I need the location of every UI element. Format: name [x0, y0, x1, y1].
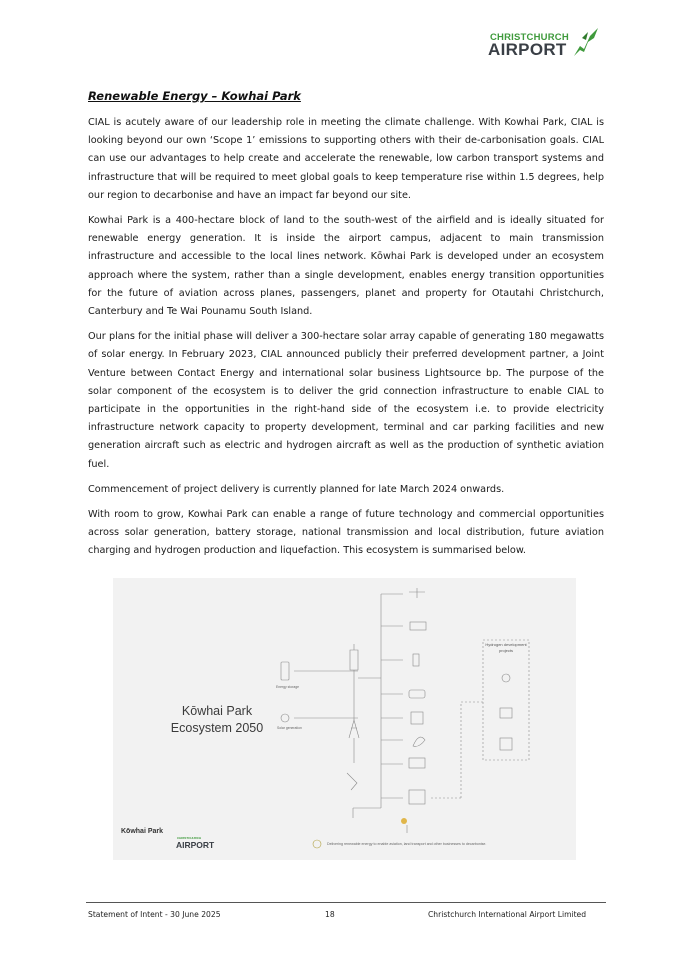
footer-left: Statement of Intent - 30 June 2025	[88, 910, 221, 919]
hydrogen-box	[483, 640, 529, 760]
paragraph: Our plans for the initial phase will deliver a 300-hectare solar array capable of generating 180 megawatts of solar energy. In February 2023, CIAL announced publicly their preferred development partner, a Joint Venture between Contact Energy and international solar business Lightsource bp. The purpose of the solar component of the ecosystem is to deliver the grid connection infrastructure to enable CIAL to participate in the opportunities in the right-hand side of the ecosystem i.e. to provide electricity infrastructure network capacity to property development, terminal and car parking facilities and new generation aircraft such as electric and hydrogen aircraft as well as the production of synthetic aviation fuel.	[88, 331, 604, 470]
battery-icon	[281, 662, 289, 680]
terminal-icon	[410, 622, 426, 630]
figure-tagline: Delivering renewable energy to enable aviation, land transport and other businesses to decarbonise.	[327, 842, 487, 846]
vehicle-icon	[409, 690, 425, 698]
bird-icon	[568, 26, 600, 58]
label-solar: Solar generation	[277, 726, 302, 730]
paragraph: Commencement of project delivery is currently planned for late March 2024 onwards.	[88, 483, 505, 495]
paragraph: CIAL is acutely aware of our leadership role in meeting the climate challenge. With Kowhai Park, CIAL is looking beyond our own ‘Scope 1’ emissions to supporting others with their de-carbonisation goals. CIAL can use our advantages to help create and accelerate the renewable, low carbon transport systems and infrastructure that will be required to meet global goals to keep temperature rise within 1.5 degrees, help our region to decarbonise and have an impact far beyond our site.	[88, 117, 604, 201]
paragraph: Kowhai Park is a 400-hectare block of land to the south-west of the airfield and is ideally situated for renewable energy generation. It is inside the airport campus, adjacent to main transmission infrastructure and accessible to the local lines network. Kōwhai Park is developed under an ecosystem approach where the system, rather than a single development, enables energy transition opportunities for the future of aviation across planes, passengers, planet and property for Otautahi Christchurch, Canterbury and Te Wai Pounamu South Island.	[88, 215, 604, 318]
info-icon	[313, 840, 321, 848]
pylon-icon	[349, 720, 359, 738]
footer-divider	[86, 902, 606, 903]
logo-line1: CHRISTCHURCH	[490, 32, 569, 43]
hydrogen-label: Hydrogen development projects	[485, 642, 527, 653]
ecosystem-diagram	[113, 578, 576, 860]
page-number: 18	[325, 910, 335, 919]
h2-tank-icon	[500, 708, 512, 718]
figure-title-line1: Kōwhai Park	[181, 704, 253, 718]
fuel-drop-icon	[401, 818, 407, 824]
h2-drop-icon	[502, 674, 510, 682]
christchurch-airport-logo	[488, 26, 600, 60]
footer-right: Christchurch International Airport Limited	[428, 910, 587, 919]
ecosystem-figure	[113, 578, 576, 860]
factory-icon	[409, 758, 425, 768]
sun-icon	[281, 714, 289, 722]
label-energy-storage: Energy storage	[276, 685, 299, 689]
aircraft-icon	[409, 588, 425, 598]
storage-icon	[409, 790, 425, 804]
paragraph: With room to grow, Kowhai Park can enable a range of future technology and commercial opportunities across solar generation, battery storage, national transmission and local distribution, future aviation charging and hydrogen production and liquefaction. This ecosystem is summarised below.	[88, 509, 604, 557]
body-text	[88, 114, 604, 568]
logo-line2: AIRPORT	[488, 40, 567, 59]
charger-icon	[413, 654, 419, 666]
nz-map-icon	[347, 773, 357, 790]
leaf-icon	[413, 737, 425, 746]
figure-airport-logo: AIRPORT	[176, 840, 215, 850]
figure-airport-logo-small: CHRISTCHURCH	[177, 836, 202, 840]
figure-title-line2: Ecosystem 2050	[170, 721, 264, 735]
kowhai-park-logo: Kōwhai Park	[121, 828, 164, 835]
substation-icon	[350, 644, 358, 670]
section-heading: Renewable Energy – Kowhai Park	[88, 89, 301, 103]
h2-fuel-icon	[500, 738, 512, 750]
building-icon	[411, 712, 423, 724]
